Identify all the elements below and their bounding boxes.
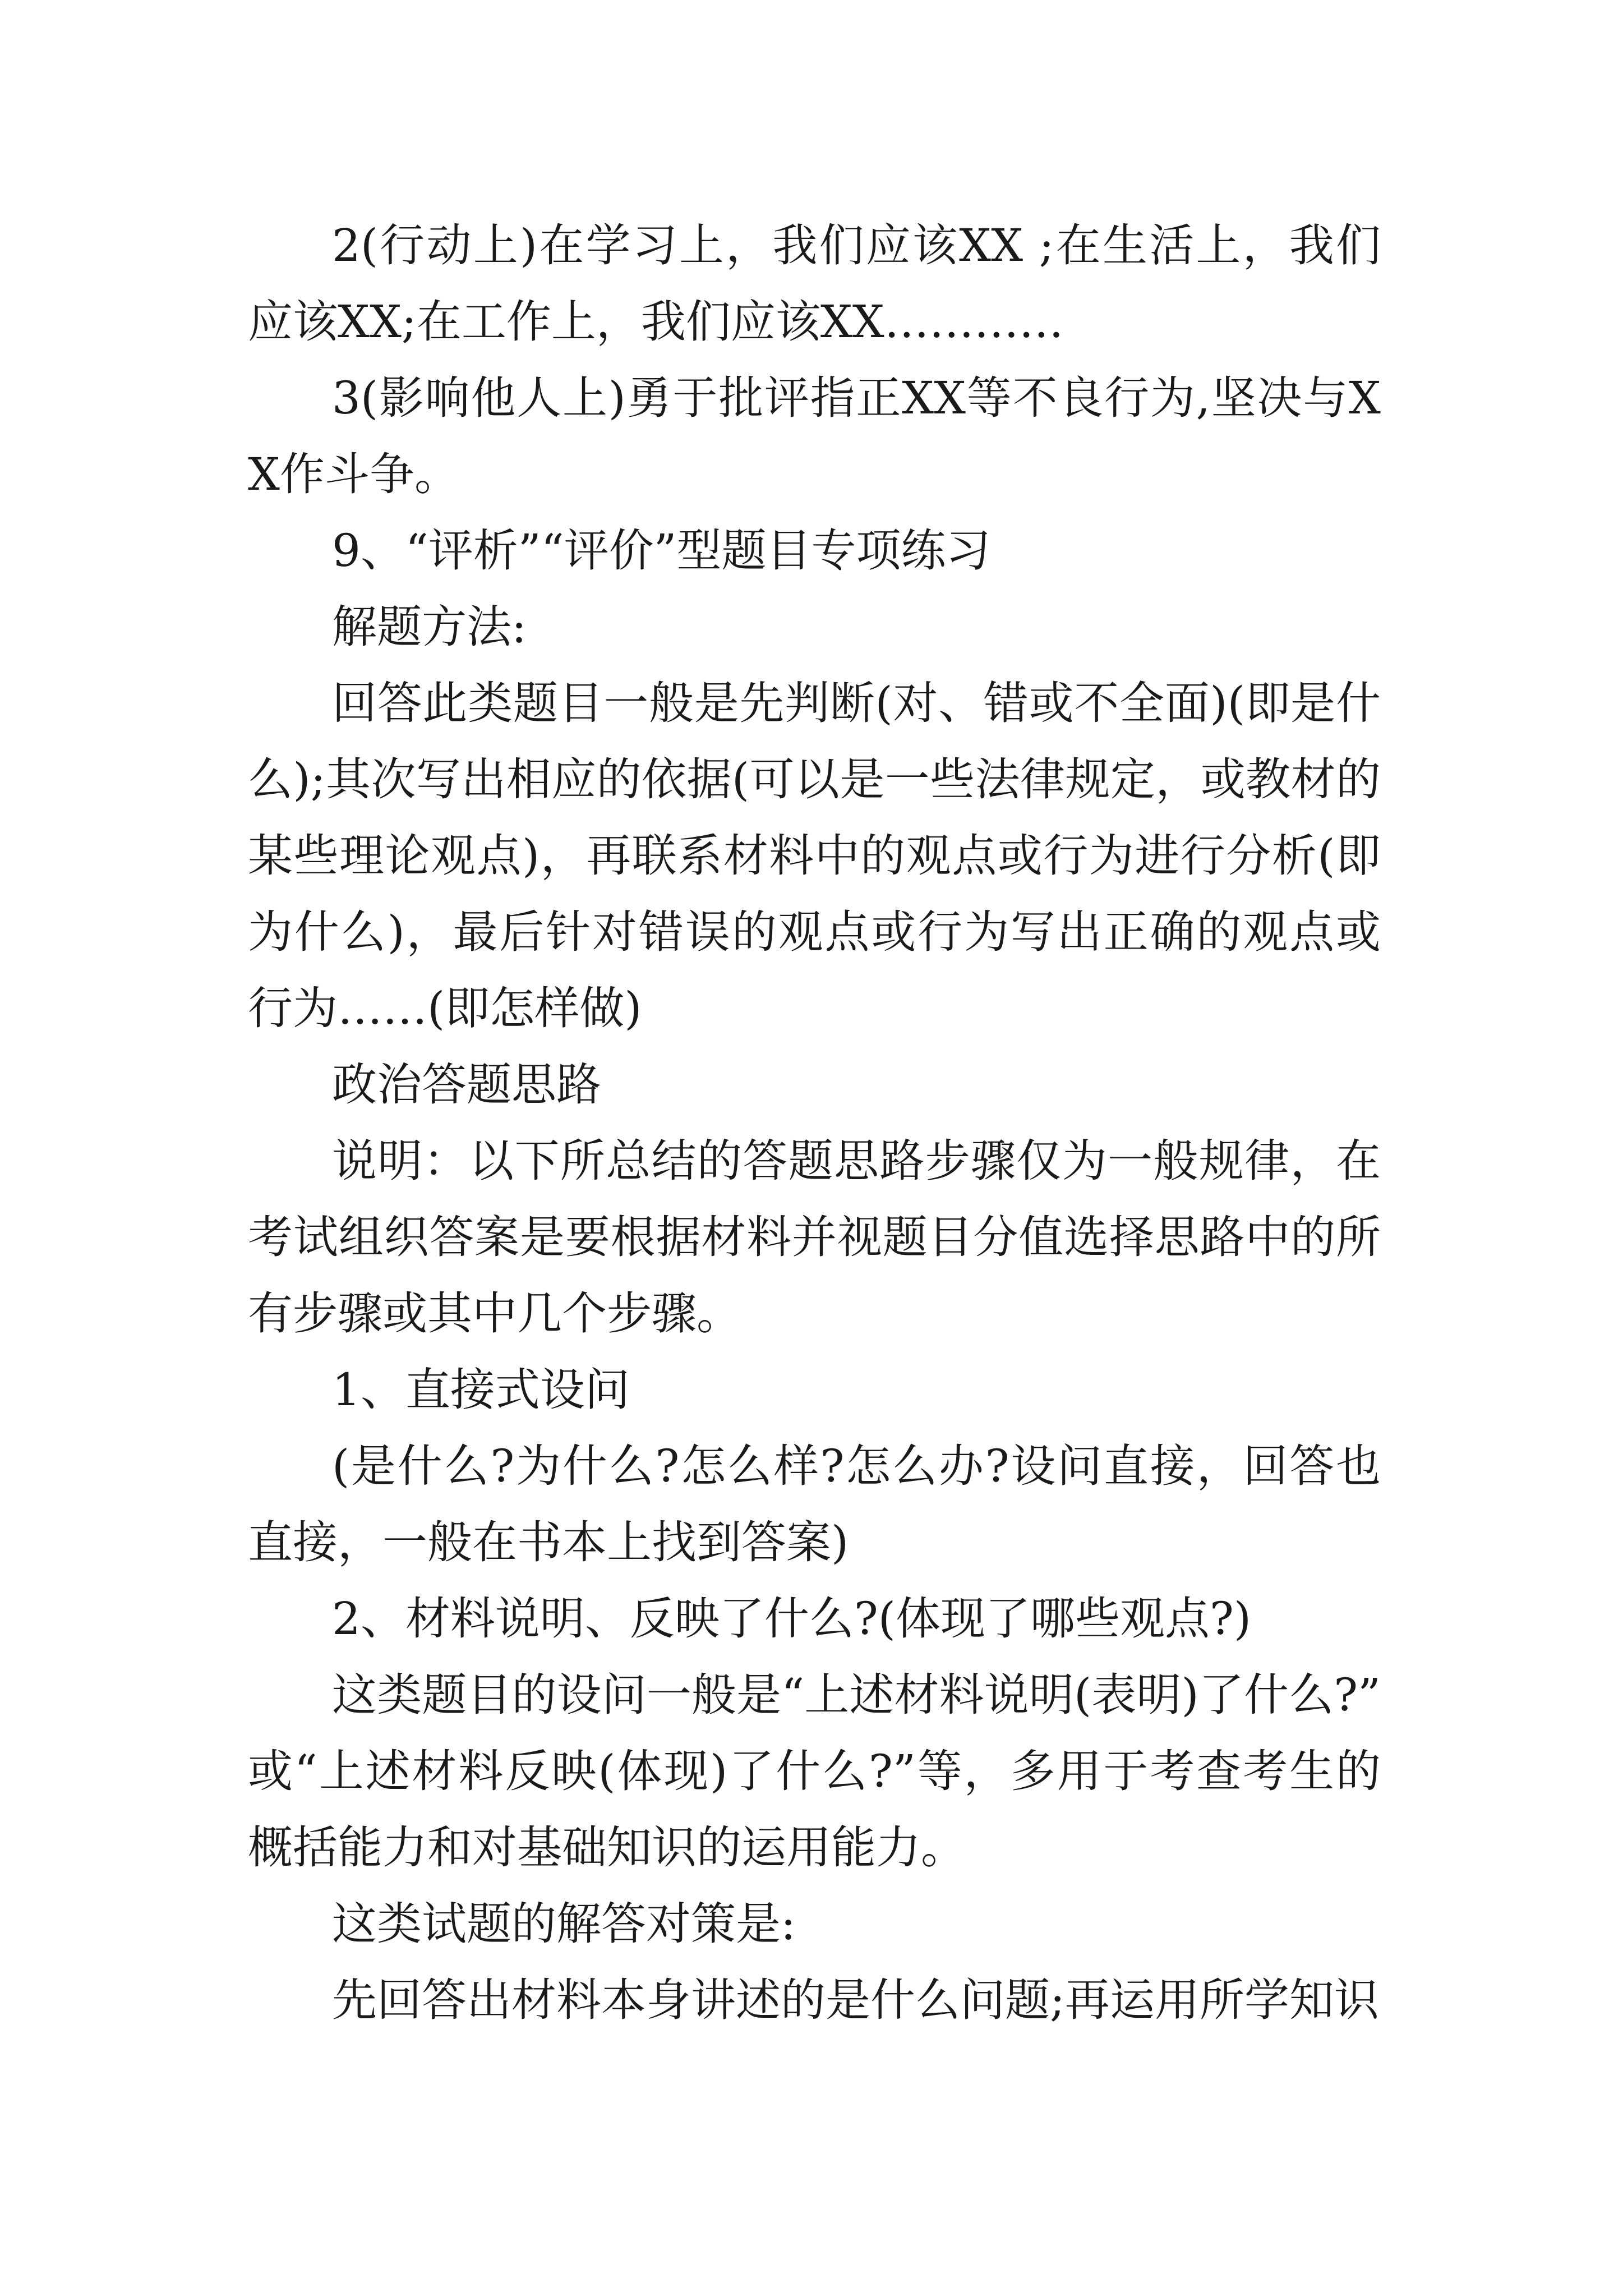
subheading-material-reflects: 2、材料说明、反映了什么?(体现了哪些观点?) [332,1593,1252,1645]
subheading-answer-strategy: 这类试题的解答对策是: [332,1898,796,1950]
paragraph-influence-others: 3(影响他人上)勇于批评指正XX等不良行为,坚决与XX作斗争。 [248,372,1381,500]
paragraph-action: 2(行动上)在学习上，我们应该XX ;在生活上，我们应该XX;在工作上，我们应该XX………… [248,219,1381,348]
subheading-direct-question: 1、直接式设问 [332,1364,630,1416]
subheading-method: 解题方法: [332,601,527,653]
paragraph-answer-strategy-detail: 先回答出材料本身讲述的是什么问题;再运用所学知识 [332,1974,1379,2026]
section-heading-answer-approach: 政治答题思路 [332,1059,601,1111]
paragraph-direct-question-detail: (是什么?为什么?怎么样?怎么办?设问直接，回答也直接，一般在书本上找到答案) [248,1440,1381,1568]
paragraph-method-detail: 回答此类题目一般是先判断(对、错或不全面)(即是什么);其次写出相应的依据(可以是一些法律规定，或教材的某些理论观点)，再联系材料中的观点或行为进行分析(即为什么)，最后针对错误的观点或行为写出正确的观点或行为……(即怎样做) [248,677,1381,1034]
paragraph-explanation: 说明：以下所总结的答题思路步骤仅为一般规律，在考试组织答案是要根据材料并视题目分值选择思路中的所有步骤或其中几个步骤。 [248,1135,1381,1340]
section-heading-evaluation: 9、“评析”“评价”型题目专项练习 [332,524,991,577]
document-body [248,208,1381,2039]
paragraph-material-reflects-detail: 这类题目的设问一般是“上述材料说明(表明)了什么?”或“上述材料反映(体现)了什么?”等，多用于考查考生的概括能力和对基础知识的运用能力。 [248,1669,1381,1874]
